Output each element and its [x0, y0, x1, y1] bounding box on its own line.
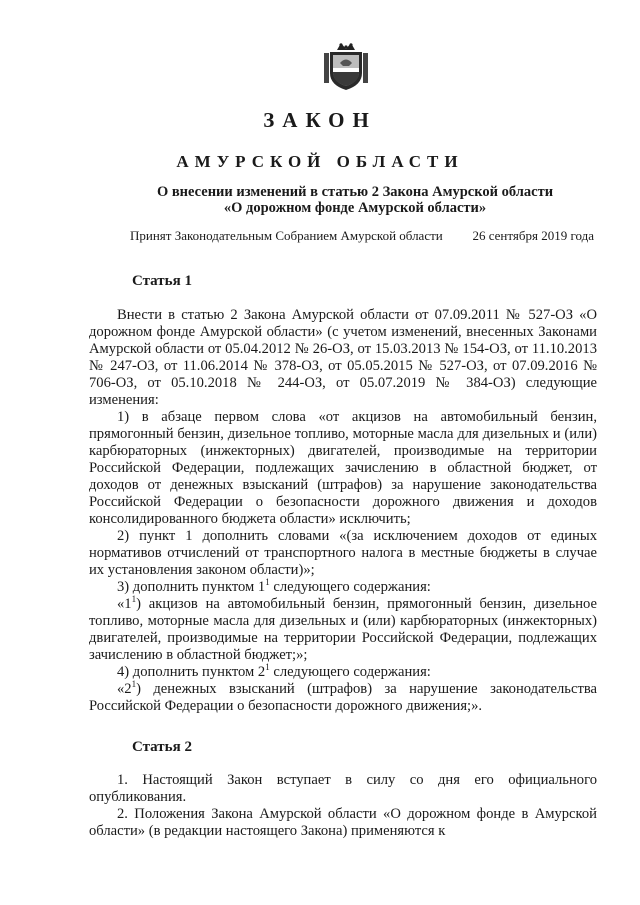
- article-1-body: [89, 307, 597, 715]
- quote-3-open: «1: [117, 596, 132, 612]
- quote-4-text: ) денежных взысканий (штрафов) за нарушение законодательства Российской Федерации о безопасности дорожного движения;».: [89, 681, 597, 714]
- law-title: ЗАКОН: [263, 108, 377, 132]
- item-4-suffix: следующего содержания:: [269, 664, 431, 680]
- article-2-item-1: 1. Настоящий Закон вступает в силу со дня его официального опубликования.: [89, 772, 597, 805]
- adoption-line: [130, 228, 594, 244]
- adopted-date: 26 сентября 2019 года: [472, 228, 594, 243]
- law-subject-line-2: «О дорожном фонде Амурской области»: [223, 200, 487, 216]
- item-3-superscript: 1: [265, 577, 270, 588]
- article-1-item-4: [89, 664, 597, 681]
- article-2-heading: Статья 2: [132, 739, 192, 755]
- adopted-by: Принят Законодательным Собранием Амурской области: [130, 228, 443, 243]
- quote-3-superscript: 1: [131, 594, 137, 605]
- quote-4-superscript: 1: [131, 679, 137, 690]
- region-title: АМУРСКОЙ ОБЛАСТИ: [176, 152, 464, 171]
- item-3-prefix: 3) дополнить пунктом 1: [117, 579, 266, 595]
- quote-3-text: ) акцизов на автомобильный бензин, прямогонный бензин, дизельное топливо, моторные масла для дизельных и (или) карбюраторных (инжекторных) двигателей, производимые на территории Российской Федерации, подлежащих зачислению в областной бюджет;»;: [89, 596, 597, 663]
- quote-4-open: «2: [117, 681, 132, 697]
- item-3-suffix: следующего содержания:: [269, 579, 431, 595]
- item-4-prefix: 4) дополнить пунктом 2: [117, 664, 266, 680]
- article-1-item-1: 1) в абзаце первом слова «от акцизов на автомобильный бензин, прямогонный бензин, дизельное топливо, моторные масла для дизельных и (или) карбюраторных (инжекторных) двигателей, производимые на территории Российской Федерации, подлежащих зачислению в областной бюджет, от доходов от денежных взысканий (штрафов) за нарушение законодательства Российской Федерации о безопасности дорожного движения и доходов консолидированного бюджета области» исключить;: [89, 409, 597, 527]
- article-1-quote-4: [89, 681, 597, 715]
- article-1-item-3: [89, 579, 597, 596]
- article-1-item-2: 2) пункт 1 дополнить словами «(за исключением доходов от единых нормативов отчислений от транспортного налога в местные бюджеты в случае их установления законом области)»;: [89, 528, 597, 578]
- article-1-intro: Внести в статью 2 Закона Амурской области от 07.09.2011 № 527-ОЗ «О дорожном фонде Амурской области» (с учетом изменений, внесенных Законами Амурской области от 05.04.2012 № 26-ОЗ, от 15.03.2013 № 154-ОЗ, от 11.10.2013 № 247-ОЗ, от 11.06.2014 № 378-ОЗ, от 05.05.2015 № 527-ОЗ, от 07.09.2016 № 706-ОЗ, от 05.10.2018 № 244-ОЗ, от 05.07.2019 № 384-ОЗ) следующие изменения:: [89, 307, 597, 408]
- item-4-superscript: 1: [265, 662, 270, 673]
- amur-region-coat-of-arms-icon: [322, 41, 370, 91]
- article-1-heading: Статья 1: [132, 273, 192, 289]
- article-2-item-2: 2. Положения Закона Амурской области «О дорожном фонде в Амурской области» (в редакции настоящего Закона) применяются к: [89, 806, 597, 839]
- article-1-quote-3: [89, 596, 597, 664]
- law-subject: [120, 184, 590, 216]
- law-subject-line-1: О внесении изменений в статью 2 Закона Амурской области: [156, 184, 554, 200]
- article-2-body: [89, 772, 597, 840]
